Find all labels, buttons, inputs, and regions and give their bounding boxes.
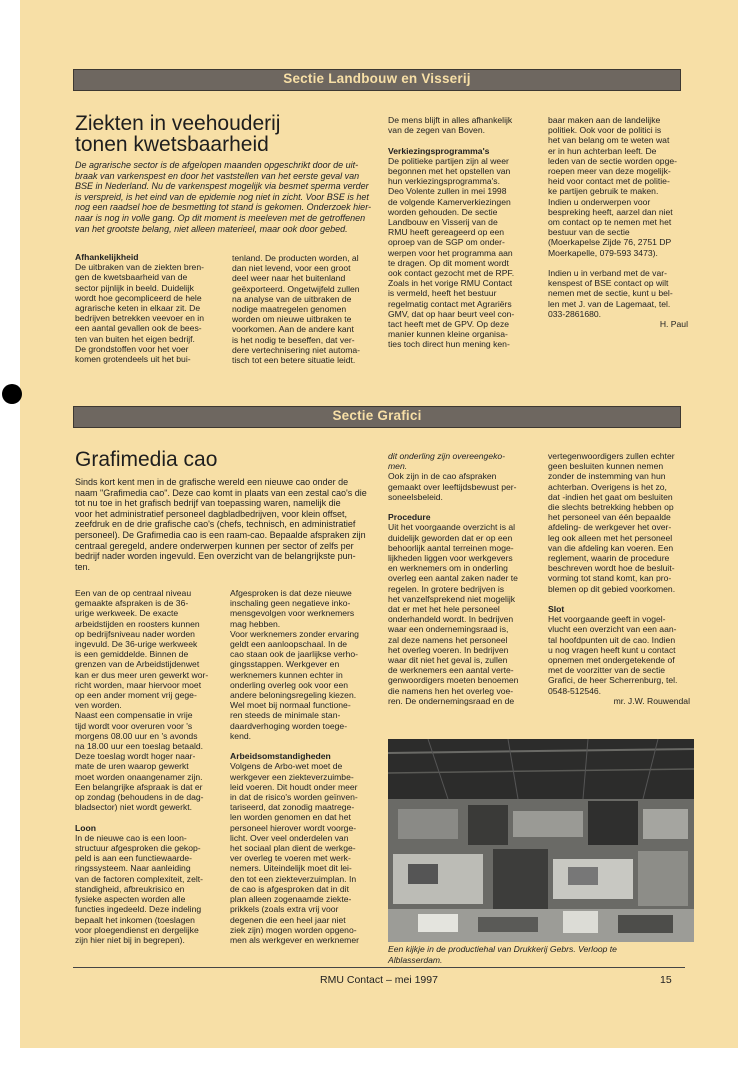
article-column-1 (75, 252, 223, 364)
column-text: tenland. De producten worden, al dan niet levend, voor een groot deel weer naar het buitenland geëxporteerd. Ongetwijfeld zullen na analyse van de uitbraken de nodige maatregelen genomen worden om nieuwe uitbraken te voorkomen. Aan de andere kant is het nodig te beseffen, dat ver- dere vertechnisering niet automa- tisch tot een betere situatie leidt. (232, 253, 361, 366)
column-text: De mens blijft in alles afhankelijk van de zegen van Boven. (388, 115, 513, 136)
article-lead: De agrarische sector is de afgelopen maanden opgeschrikt door de uit- braak van varkenspest en door het vaststellen van het eerste geval van BSE in Nederland. Nu de varkenspest mogelijk via besmet sperma verder is verspreid, is het eind van de epidemie nog niet in zicht. Voor BSE is het nog een raadsel hoe de besmetting tot stand is gekomen. Onderzoek hier- naar is nog in volle gang. Op dit moment is meeleven met de getroffenen van het grootste belang, niet alleen materieel, maar ook door gebed. (75, 160, 372, 234)
article-title: Grafimedia cao (75, 448, 218, 471)
subheading-procedure: Procedure (388, 512, 431, 523)
article-title-line2: tonen kwetsbaarheid (75, 133, 269, 156)
column-text: vertegenwoordigers zullen echter geen besluiten kunnen nemen zonder de instemming van hun achterban. Overigens is het zo, dat -indien het gaat om besluiten die slechts betrekking hebben op het personeel van één bepaalde afdeling- de werkgever het over- leg ook alleen met het personeel van die afdeling kan voeren. Een reglement, waarin de procedure beschreven wordt hoe de besluit- vorming tot stand komt, kan pro- blemen op dit gebied voorkomen. (548, 451, 676, 594)
article-lead: Sinds kort kent men in de grafische wereld een nieuwe cao onder de naam "Grafimedia cao". Deze cao komt in plaats van een zestal cao's die tot nu toe in het grafisch bedrijf van toepassing waren, namelijk die voor het administratief personeel dagbladbedrijven, voor klein offset, zeefdruk en de drie grafische cao's (chefs, technisch, en administratief personeel). De Grafimedia cao is een raam-cao. Bepaalde afspraken zijn centraal geregeld, andere onderwerpen kunnen per sector of zelfs per bedrijf nader worden ingevuld. Een overzicht van de belangrijkste pun- ten. (75, 477, 367, 572)
subheading-arbeidsomstandigheden: Arbeidsomstandigheden (230, 751, 331, 762)
column-text: Ook zijn in de cao afspraken gemaakt over leeftijdsbewust per- soneelsbeleid. (388, 471, 517, 502)
section-banner-grafici (73, 406, 681, 428)
column-text: In de nieuwe cao is een loon- structuur afgesproken die gekop- peld is aan een functiewaarde- ringssysteem. Naar aanleiding van de factoren complexiteit, zelt- standigheid, afbreukrisico en fysieke aspecten worden alle functies ingedeeld. Deze indeling bepaalt het inkomen (toeslagen voor ploegendienst en dergelijke zijn hier niet bij in begrepen). (75, 832, 204, 945)
column-text: Het voorgaande geeft in vogel- vlucht een overzicht van een aan- tal hoofdpunten uit de cao. Indien u nog vragen heeft kunt u contact opnemen met ondergetekende of met de voorzitter van de sectie Grafici, de heer Scherrenburg, tel. 0548-512546. (548, 614, 678, 696)
column-text: Uit het voorgaande overzicht is al duidelijk geworden dat er op een behoorlijk aantal terreinen moge- lijkheden liggen voor werkgevers en werknemers om in onderling overleg een aantal zaken nader te regelen. In grotere bedrijven is het vanzelfsprekend niet mogelijk dat er met het hele personeel onderhandeld wordt. In bedrijven waar een ondernemingsraad is, zal deze namens het personeel het overleg voeren. In bedrijven waar dit niet het geval is, zullen de werknemers een aantal verte- genwoordigers moeten benoemen die namens hen het overleg voe- ren. De ondernemingsraad en de (388, 522, 519, 706)
article-column-4 (548, 115, 688, 329)
section-banner-label: Sectie Grafici (332, 408, 422, 423)
subheading-slot: Slot (548, 604, 565, 615)
article-column-1 (75, 588, 221, 945)
footer-page-number: 15 (660, 974, 672, 986)
article-column-4 (548, 451, 690, 706)
footer-rule (73, 967, 685, 968)
subheading-verkiezingsprogrammas: Verkiezingsprogramma's (388, 145, 490, 156)
column-text: De politieke partijen zijn al weer begonnen met het opstellen van hun verkiezingsprogramma's. Deo Volente zullen in mei 1998 de volgende Kamerverkiezingen worden gehouden. De sectie Landbouw en Visserij van de RMU heeft gereageerd op een oproep van de SGP om onder- werpen voor het programma aan te dragen. Op dit moment wordt ook contact gezocht met de RPF. Zoals in het vorige RMU Contact is vermeld, heeft het bestuur regelmatig contact met Agrariërs GMV, dat op haar beurt veel con- tact heeft met de GPV. Op deze manier kunnen kleine organisa- ties toch direct hun mening ken- (388, 155, 515, 350)
section-banner-landbouw (73, 69, 681, 91)
photo-caption: Een kijkje in de productiehal van Drukkerij Gebrs. Verloop te Alblasserdam. (388, 944, 617, 965)
article-column-3 (388, 115, 540, 350)
article-column-3 (388, 451, 540, 706)
article-column-2 (230, 588, 378, 945)
column-text: Afgesproken is dat deze nieuwe inschaling geen negatieve inko- mensgevolgen voor werknemers mag hebben. Voor werknemers zonder ervaring geldt een aanloopschaal. In de cao staan ook de jaarlijkse verho- gingsstappen. Werkgever en werknemers kunnen echter in onderling overleg ook voor een andere beloningsregeling kiezen. Wel moet bij normaal functione- ren steeds de minimale stan- daardverhoging worden toege- kend. (230, 588, 359, 741)
production-hall-photo (388, 739, 694, 942)
author-signature: mr. J.W. Rouwendal (613, 695, 690, 706)
article-column-2 (232, 253, 380, 365)
newsletter-page (20, 0, 738, 1048)
author-signature: H. Paul (659, 319, 688, 330)
section-banner-label: Sectie Landbouw en Visserij (283, 71, 471, 86)
column-text: baar maken aan de landelijke politiek. Ook voor de politici is het van belang om te weten wat er in hun achterban leeft. De leden van de sectie worden opge- roepen meer van deze mogelijk- heid voor contact met de politie- ke partijen gebruik te maken. Indien u onderwerpen voor bespreking heeft, aarzel dan niet om contact op te nemen met het bestuur van de sectie (Moerkapelse Zijde 76, 2751 DP Moerkapelle, 079-593 3473). Indien u in verband met de var- kenspest of BSE contact op wilt nemen met de sectie, kunt u bel- len met J. van de Lagemaat, tel. 033-2861680. (548, 115, 677, 319)
column-text: Volgens de Arbo-wet moet de werkgever een ziekteverzuimbe- leid voeren. Dit houdt onder meer in dat de risico's worden geïnven- tariseerd, dat zonodig maatrege- len worden genomen en dat het personeel hierover wordt voorge- licht. Over veel onderdelen van het sociaal plan dient de werkge- ver overleg te voeren met werk- nemers. Uiteindelijk moet dit lei- den tot een ziekteverzuimplan. In de cao is afgesproken dat in dit plan alleen zogenaamde ziekte- prikkels (zoals extra vrij voor degenen die een heel jaar niet ziek zijn) mogen worden opgeno- men als werkgever en werknemer (230, 761, 359, 945)
article-title-line1: Ziekten in veehouderij (75, 112, 281, 135)
binder-hole (2, 384, 22, 404)
column-text: De uitbraken van de ziekten bren- gen de kwetsbaarheid van de sector pijnlijk in beeld. Duidelijk wordt hoe gecompliceerd de hele agrarische keten in elkaar zit. De bedrijven betrekken veevoer en in een aantal gevallen ook de bees- ten van buiten het eigen bedrijf. De grondstoffen voor het voer komen grotendeels uit het bui- (75, 262, 204, 365)
subheading-afhankelijkheid: Afhankelijkheid (75, 252, 139, 262)
column-text: dit onderling zijn overeengeko- men. (388, 451, 506, 472)
subheading-loon: Loon (75, 822, 96, 833)
column-text: Een van de op centraal niveau gemaakte afspraken is de 36- urige werkweek. De exacte arbeidstijden en roosters kunnen op bedrijfsniveau nader worden ingevuld. De 36-urige werkweek is een gemiddelde. Binnen de grenzen van de Arbeidstijdenwet kan er dus meer uren gewerkt wor- richt worden, maar hiervoor moet op een ander moment vrij gege- ven worden. Naast een compensatie in vrije tijd wordt voor overuren voor 's morgens 08.00 uur en 's avonds na 18.00 uur een toeslag betaald. Deze toeslag wordt hoger naar- mate de uren waarop gewerkt moet worden onaangenamer zijn. Een belangrijke afspraak is dat er op zondag (behoudens in de dag- bladsector) niet wordt gewerkt. (75, 588, 209, 813)
footer-publication: RMU Contact – mei 1997 (320, 974, 438, 986)
